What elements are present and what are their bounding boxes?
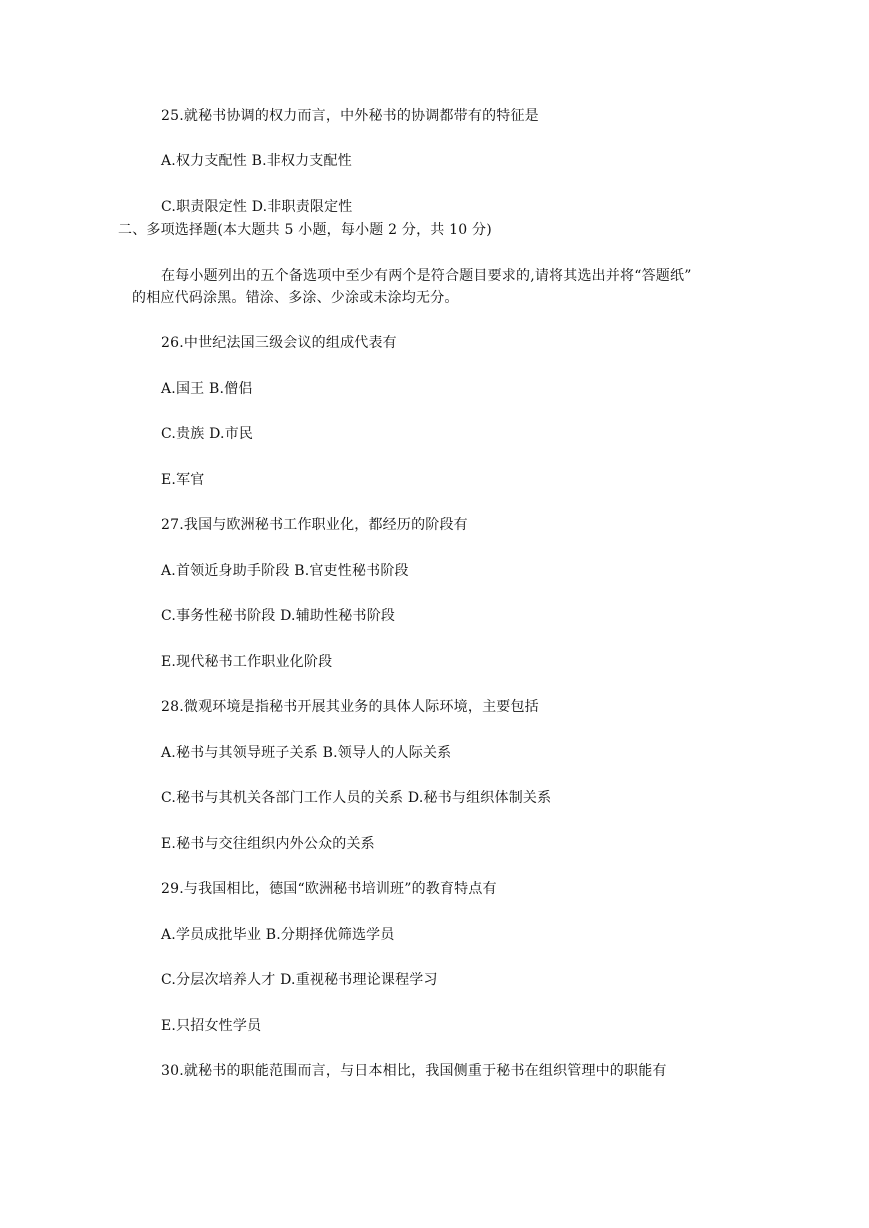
section-2-instruction-line-1: 在每小题列出的五个备选项中至少有两个是符合题目要求的,请将其选出并将“答题纸” (161, 268, 692, 284)
question-28-stem: 28.微观环境是指秘书开展其业务的具体人际环境，主要包括 (161, 699, 539, 715)
question-27-option-e: E.现代秘书工作职业化阶段 (161, 654, 333, 670)
question-26-option-e: E.军官 (161, 472, 205, 488)
question-28-options-cd: C.秘书与其机关各部门工作人员的关系 D.秘书与组织体制关系 (161, 790, 552, 806)
question-28-option-e: E.秘书与交往组织内外公众的关系 (161, 836, 375, 852)
section-2-heading: 二、多项选择题(本大题共 5 小题，每小题 2 分，共 10 分) (118, 222, 492, 238)
section-2-instruction-line-2: 的相应代码涂黑。错涂、多涂、少涂或未涂均无分。 (132, 290, 459, 306)
question-25-options-cd: C.职责限定性 D.非职责限定性 (161, 199, 353, 215)
question-26-options-ab: A.国王 B.僧侣 (161, 381, 253, 397)
question-30-stem: 30.就秘书的职能范围而言，与日本相比，我国侧重于秘书在组织管理中的职能有 (161, 1063, 667, 1079)
question-26-stem: 26.中世纪法国三级会议的组成代表有 (161, 335, 397, 351)
question-26-options-cd: C.贵族 D.市民 (161, 426, 254, 442)
question-29-stem: 29.与我国相比，德国“欧洲秘书培训班”的教育特点有 (161, 881, 497, 897)
question-25-stem: 25.就秘书协调的权力而言，中外秘书的协调都带有的特征是 (161, 108, 539, 124)
question-25-options-ab: A.权力支配性 B.非权力支配性 (161, 153, 352, 169)
question-29-option-e: E.只招女性学员 (161, 1018, 262, 1034)
question-27-options-cd: C.事务性秘书阶段 D.辅助性秘书阶段 (161, 608, 396, 624)
question-28-options-ab: A.秘书与其领导班子关系 B.领导人的人际关系 (161, 745, 452, 761)
question-27-stem: 27.我国与欧洲秘书工作职业化，都经历的阶段有 (161, 517, 468, 533)
question-27-options-ab: A.首领近身助手阶段 B.官吏性秘书阶段 (161, 563, 409, 579)
question-29-options-cd: C.分层次培养人才 D.重视秘书理论课程学习 (161, 972, 438, 988)
question-29-options-ab: A.学员成批毕业 B.分期择优筛选学员 (161, 927, 395, 943)
